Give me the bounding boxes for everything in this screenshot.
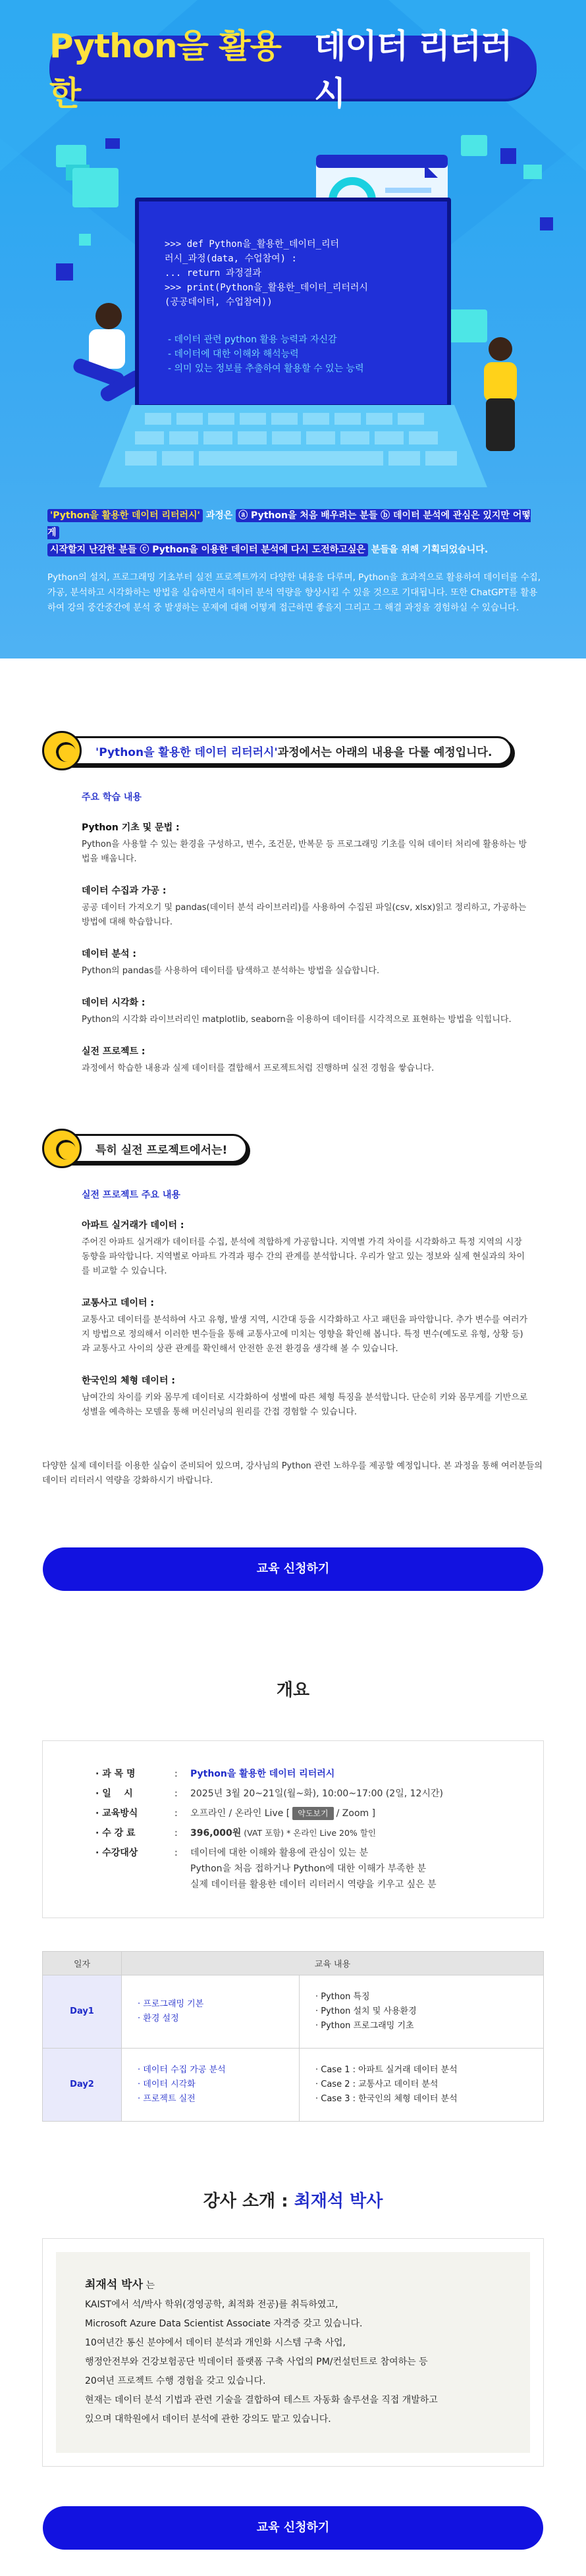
overview-box: [42, 1740, 544, 1918]
heading-circle-icon: [42, 731, 82, 770]
item-body: 남여간의 차이를 키와 몸무게 데이터로 시각화하여 성별에 따른 체형 특징을 분석합니다. 단순히 키와 몸무게를 기반으로 성별을 예측하는 모델을 통해 머신러닝의 원리를 간접 경험할 수 있습니다.: [82, 1393, 528, 1417]
intro-line-2: [47, 541, 541, 558]
instructor-box: [42, 2238, 544, 2467]
section-heading-bar: [67, 1134, 248, 1163]
detail-cell: [300, 2049, 544, 2122]
colon: :: [174, 1828, 178, 1838]
person-right: [484, 337, 517, 451]
fee-amount: 396,000원: [190, 1828, 242, 1838]
hero-bullet: - 데이터에 대한 이해와 해석능력: [168, 349, 299, 360]
intro-line-1: [47, 507, 541, 541]
instructor-heading-name: 최재석 박사: [294, 2191, 383, 2211]
list-item: [82, 820, 531, 867]
item-title: 아파트 실거래가 데이터 :: [82, 1220, 184, 1231]
heading-circle-icon: [42, 1129, 82, 1168]
bio-line: Microsoft Azure Data Scientist Associate 자격증 갖고 있습니다.: [85, 2319, 363, 2329]
section-heading-curriculum: [42, 731, 544, 770]
item-title: 데이터 시각화 :: [82, 998, 146, 1008]
item-body: Python의 시각화 라이브러리인 matplotlib, seaborn을 이용하여 데이터를 시각적으로 표현하는 방법을 익힙니다.: [82, 1015, 512, 1025]
heading-course-name: 'Python을 활용한 데이터 리터러시': [95, 745, 278, 759]
overview-row: [95, 1825, 504, 1841]
item-title: 실전 프로젝트 :: [82, 1046, 146, 1057]
detail: · Case 2 : 교통사고 데이터 분석: [315, 2080, 439, 2089]
list-item: [82, 1044, 531, 1076]
item-body: 과정에서 학습한 내용과 실제 데이터를 결합해서 프로젝트처럼 진행하며 실전 경험을 쌓습니다.: [82, 1063, 435, 1073]
overview-value: [190, 1825, 504, 1841]
table-row: [43, 2049, 544, 2122]
overview-value: Python을 활용한 데이터 리터러시: [190, 1769, 335, 1779]
topic-cell: [122, 1975, 300, 2049]
day-cell: Day1: [43, 1975, 122, 2049]
overview-value: [190, 1845, 504, 1892]
intro-target-cont: 시작할지 난감한 분들 ⓒ Python을 이용한 데이터 분석에 다시 도전하고싶은: [47, 543, 368, 556]
intro-text-end: 분들을 위해 기획되었습니다.: [367, 545, 489, 555]
item-body: 주어진 아파트 실거래가 데이터를 수집, 분석에 적합하게 가공합니다. 지역별 가격 차이를 시각화하고 특정 지역의 시장 동향을 파악합니다. 지역별로 아파트 가격과 평수 간의 관계를 분석합니다. 우리가 알고 있는 정보와 실제 현실과의 차이를 비교할 수 있습니다.: [82, 1237, 525, 1276]
section-heading-project: [42, 1129, 544, 1168]
item-body: Python의 pandas를 사용하여 데이터를 탐색하고 분석하는 방법을 실습합니다.: [82, 966, 380, 976]
method-text-end: / Zoom ]: [336, 1808, 376, 1819]
table-header: 교육 내용: [122, 1952, 544, 1975]
item-body: 공공 데이터 가져오기 및 pandas(데이터 분석 라이브러리)를 사용하여 수집된 파일(csv, xlsx)읽고 정리하고, 가공하는 방법에 대해 학습합니다.: [82, 903, 527, 927]
project-list: [82, 1218, 531, 1420]
item-title: 한국인의 체형 데이터 :: [82, 1376, 175, 1386]
overview-key: · 교육방식: [95, 1808, 138, 1819]
hero-description: [47, 507, 541, 616]
item-body: 교통사고 데이터를 분석하여 사고 유형, 발생 지역, 시간대 등을 시각화하고 사고 패턴을 파악합니다. 추가 변수를 여러가지 방법으로 정의해서 이러한 변수들을 통해 교통사고에 미치는 영향을 확인해 봅니다. 특정 변수(예도로 유형, 상황 등)과 교통사고 사이의 상관 관계를 확인해서 안전한 운전 환경을 생각해 볼 수 있습니다.: [82, 1315, 528, 1354]
colon: :: [174, 1769, 178, 1779]
overview-key: · 수강대상: [95, 1848, 138, 1858]
target-line: 실제 데이터를 활용한 데이터 리터러시 역량을 키우고 싶은 분: [190, 1879, 437, 1890]
instructor-name-suffix: 는: [146, 2280, 155, 2291]
apply-button-bottom[interactable]: 교육 신청하기: [43, 2506, 543, 2550]
overview-row: [95, 1806, 504, 1821]
table-header: 일자: [43, 1952, 122, 1975]
overview-heading: 개요: [276, 1680, 310, 1700]
intro-target: ⓐ Python을 처음 배우려는 분들 ⓑ 데이터 분석에 관심은 있지만 어떻게: [47, 510, 531, 538]
colon: :: [174, 1848, 178, 1858]
overview-value: [190, 1806, 504, 1821]
fee-note: (VAT 포함) * 온라인 Live 20% 할인: [241, 1828, 376, 1838]
overview-row: [95, 1845, 504, 1892]
list-item: [82, 884, 531, 930]
hero-bullet: - 데이터 관련 python 활용 능력과 자신감: [168, 335, 337, 345]
list-item: [82, 1296, 531, 1356]
curriculum-list: [82, 820, 531, 1076]
topic: · 환경 설정: [138, 2014, 179, 2024]
item-body: Python을 사용할 수 있는 환경을 구성하고, 변수, 조건문, 반복문 등 프로그래밍 기초를 익혀 데이터 처리에 활용하는 방법을 배웁니다.: [82, 840, 527, 864]
instructor-bio: [56, 2252, 530, 2453]
bio-line: 20여년 프로젝트 수행 경험을 갖고 있습니다.: [85, 2376, 266, 2386]
apply-button[interactable]: 교육 신청하기: [43, 1547, 543, 1591]
instructor-heading-label: 강사 소개 :: [203, 2191, 294, 2211]
overview-key: · 과 목 명: [95, 1769, 136, 1779]
overview-key: · 수 강 료: [95, 1828, 136, 1838]
instructor-name: 최재석 박사: [85, 2278, 144, 2292]
overview-key: · 일 시: [95, 1788, 133, 1799]
item-title: Python 기초 및 문법 :: [82, 822, 180, 833]
item-title: 교통사고 데이터 :: [82, 1298, 155, 1308]
intro-paragraph: Python의 설치, 프로그래밍 기초부터 실전 프로젝트까지 다양한 내용을 다루며, Python을 효과적으로 활용하여 데이터를 수집, 가공, 분석하고 시각화하는 방법을 실습하면서 데이터 분석 역량을 향상시킬 수 있을 것으로 기대됩니다. 또한 ChatGPT를 활용하여 강의 중간중간에 분석 중 발생하는 문제에 대해 어떻게 접근하면 좋을지 그리고 그 해결 과정을 경험하실 수 있습니다.: [47, 572, 541, 613]
hero-banner: [0, 0, 586, 658]
instructor-heading: [0, 2187, 586, 2212]
table-header-row: [43, 1952, 544, 1975]
curriculum-title: 주요 학습 내용: [82, 792, 142, 803]
bio-line: KAIST에서 석/박사 학위(경영공학, 최적화 전공)를 취득하였고,: [85, 2299, 338, 2310]
colon: :: [174, 1788, 178, 1799]
overview-row: [95, 1766, 504, 1782]
overview-row: [95, 1786, 504, 1802]
topic: · 프로젝트 실전: [138, 2094, 196, 2104]
bio-line: 있으며 대학원에서 데이터 분석에 관한 강의도 맡고 있습니다.: [85, 2414, 331, 2425]
heading-text: 과정에서는 아래의 내용을 다룰 예정입니다.: [277, 745, 493, 759]
code-snippet: [165, 237, 368, 309]
outro-text: 다양한 실제 데이터를 이용한 실습이 준비되어 있으며, 강사님의 Python 관련 노하우를 제공할 예정입니다. 본 과정을 통해 여러분들의 데이터 리터러시 역량을 강화하시기 바랍니다.: [42, 1461, 543, 1486]
page-title: [49, 27, 537, 113]
bio-line: 행정안전부와 건강보험공단 빅데이터 플랫폼 구축 사업의 PM/컨설턴트로 참여하는 등: [85, 2357, 428, 2367]
topic: · 데이터 수집 가공 분석: [138, 2065, 226, 2075]
list-item: [82, 996, 531, 1027]
target-line: Python을 처음 접하거나 Python에 대한 이해가 부족한 분: [190, 1864, 427, 1874]
day-cell: Day2: [43, 2049, 122, 2122]
instructor-name-line: [85, 2276, 501, 2295]
list-item: [82, 1218, 531, 1279]
detail: · Case 1 : 아파트 실거래 데이터 분석: [315, 2065, 458, 2075]
hero-bullet: - 의미 있는 정보를 추출하여 활용할 수 있는 능력: [168, 363, 364, 374]
code-line: ... return 과정결과: [165, 268, 261, 279]
code-line: (공공데이터, 수업참여)): [165, 297, 273, 308]
code-line: >>> print(Python을_활용한_데이터_리터러시: [165, 282, 368, 293]
main-content: [0, 731, 586, 1488]
overview-value: 2025년 3월 20~21일(월~화), 10:00~17:00 (2일, 12시간): [190, 1788, 443, 1799]
target-line: 데이터에 대한 이해와 활용에 관심이 있는 분: [190, 1848, 369, 1858]
map-link[interactable]: 약도보기: [292, 1807, 333, 1820]
topic: · 데이터 시각화: [138, 2080, 196, 2089]
heading-text: 특히 실전 프로젝트에서는!: [95, 1143, 228, 1157]
person-left: [72, 303, 146, 404]
detail: · Python 특징: [315, 1992, 370, 2002]
topic-cell: [122, 2049, 300, 2122]
schedule-table: [42, 1951, 544, 2122]
item-title: 데이터 수집과 가공 :: [82, 886, 167, 896]
bio-line: 10여년간 통신 분야에서 데이터 분석과 개인화 시스템 구축 사업,: [85, 2338, 346, 2348]
keyboard-illustration: [99, 405, 487, 487]
code-line: 러시_과정(data, 수업참여) :: [165, 254, 297, 264]
bio-line: 현재는 데이터 분석 기법과 관련 기술을 결합하여 테스트 자동화 솔루션을 직접 개발하고: [85, 2395, 438, 2405]
detail: · Case 3 : 한국인의 체형 데이터 분석: [315, 2094, 458, 2104]
item-title: 데이터 분석 :: [82, 949, 136, 959]
section-heading-bar: [67, 736, 512, 765]
detail: · Python 프로그래밍 기초: [315, 2021, 414, 2031]
intro-course-name: 'Python을 활용한 데이터 리터러시': [47, 509, 203, 522]
project-title: 실전 프로젝트 주요 내용: [82, 1190, 180, 1200]
detail: · Python 설치 및 사용환경: [315, 2006, 417, 2016]
method-text: 오프라인 / 온라인 Live [: [190, 1808, 290, 1819]
hero-bullets: [168, 333, 364, 376]
topic: · 프로그래밍 기본: [138, 1999, 204, 2009]
intro-text: 과정은: [202, 510, 236, 521]
colon: :: [174, 1808, 178, 1819]
list-item: [82, 947, 531, 979]
code-line: >>> def Python을_활용한_데이터_리터: [165, 239, 340, 250]
detail-cell: [300, 1975, 544, 2049]
list-item: [82, 1374, 531, 1420]
table-row: [43, 1975, 544, 2049]
title-part-b: 데이터 리터러시: [314, 27, 512, 113]
title-part-a: Python을 활용한: [49, 27, 281, 113]
